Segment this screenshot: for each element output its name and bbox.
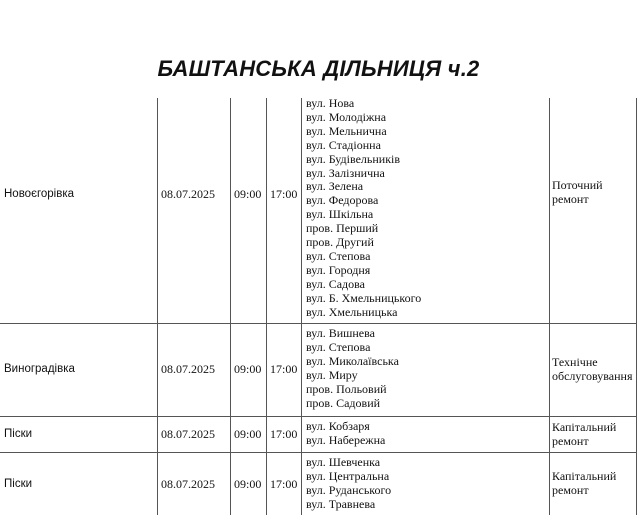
- start-time-cell: 09:00: [234, 477, 262, 491]
- street-item: вул. Степова: [306, 248, 371, 263]
- work-type-line: Капітальний: [552, 420, 617, 434]
- street-item: вул. Б. Хмельницького: [306, 290, 422, 305]
- row-divider: [0, 416, 637, 417]
- street-item: вул. Шевченка: [306, 455, 381, 469]
- street-item: вул. Залізнична: [306, 165, 385, 180]
- street-item: пров. Польовий: [306, 381, 387, 396]
- street-item: вул. Степова: [306, 339, 371, 354]
- start-time-cell: 09:00: [234, 187, 262, 201]
- street-item: вул. Мельнична: [306, 123, 387, 138]
- work-type-cell: [552, 178, 603, 206]
- end-time-cell: 17:00: [270, 477, 298, 491]
- end-time-cell: 17:00: [270, 187, 298, 201]
- date-cell: 08.07.2025: [161, 477, 215, 491]
- date-cell: 08.07.2025: [161, 362, 215, 376]
- row-divider: [0, 323, 637, 324]
- street-item: вул. Зелена: [306, 179, 364, 194]
- street-item: пров. Другий: [306, 235, 374, 250]
- work-type-line: ремонт: [552, 434, 589, 448]
- work-type-cell: [552, 420, 616, 448]
- street-item: вул. Садова: [306, 276, 365, 291]
- work-type-cell: [552, 355, 633, 383]
- date-cell: 08.07.2025: [161, 187, 215, 201]
- work-type-line: Поточний: [552, 178, 603, 192]
- street-item: вул. Шкільна: [306, 207, 374, 222]
- streets-list: [306, 456, 391, 512]
- street-item: вул. Центральна: [306, 468, 390, 483]
- work-type-line: ремонт: [552, 192, 589, 206]
- page-title: БАШТАНСЬКА ДІЛЬНИЦЯ ч.2: [157, 56, 480, 81]
- locality-cell: Виноградівка: [4, 363, 75, 375]
- street-item: пров. Перший: [306, 221, 379, 236]
- street-item: вул. Хмельницька: [306, 304, 398, 319]
- street-item: вул. Молодіжна: [306, 109, 387, 124]
- street-item: вул. Федорова: [306, 193, 379, 208]
- locality-cell: Новоєгорівка: [4, 188, 75, 200]
- streets-list: [306, 97, 421, 320]
- street-item: вул. Стадіонна: [306, 137, 381, 152]
- street-item: вул. Набережна: [306, 432, 386, 447]
- date-cell: 08.07.2025: [161, 427, 215, 441]
- start-time-cell: 09:00: [234, 427, 262, 441]
- street-item: вул. Руданського: [306, 482, 392, 497]
- street-item: вул. Миру: [306, 367, 358, 382]
- street-item: вул. Нова: [306, 96, 355, 110]
- street-item: вул. Будівельників: [306, 151, 401, 166]
- street-item: вул. Кобзаря: [306, 419, 370, 433]
- street-item: вул. Городня: [306, 262, 371, 277]
- street-item: вул. Миколаївська: [306, 353, 399, 368]
- work-type-line: Капітальний: [552, 469, 617, 483]
- street-item: вул. Вишнева: [306, 326, 375, 340]
- work-type-cell: [552, 469, 616, 497]
- end-time-cell: 17:00: [270, 362, 298, 376]
- work-type-line: Технічне: [552, 355, 598, 369]
- work-type-line: обслуговування: [552, 369, 633, 383]
- locality-cell: Піски: [4, 478, 33, 490]
- street-item: вул. Травнева: [306, 496, 376, 511]
- start-time-cell: 09:00: [234, 362, 262, 376]
- streets-list: [306, 327, 399, 410]
- street-item: пров. Садовий: [306, 395, 381, 410]
- work-type-line: ремонт: [552, 483, 589, 497]
- locality-cell: Піски: [4, 428, 33, 440]
- streets-list: [306, 420, 385, 448]
- end-time-cell: 17:00: [270, 427, 298, 441]
- row-divider: [0, 452, 637, 453]
